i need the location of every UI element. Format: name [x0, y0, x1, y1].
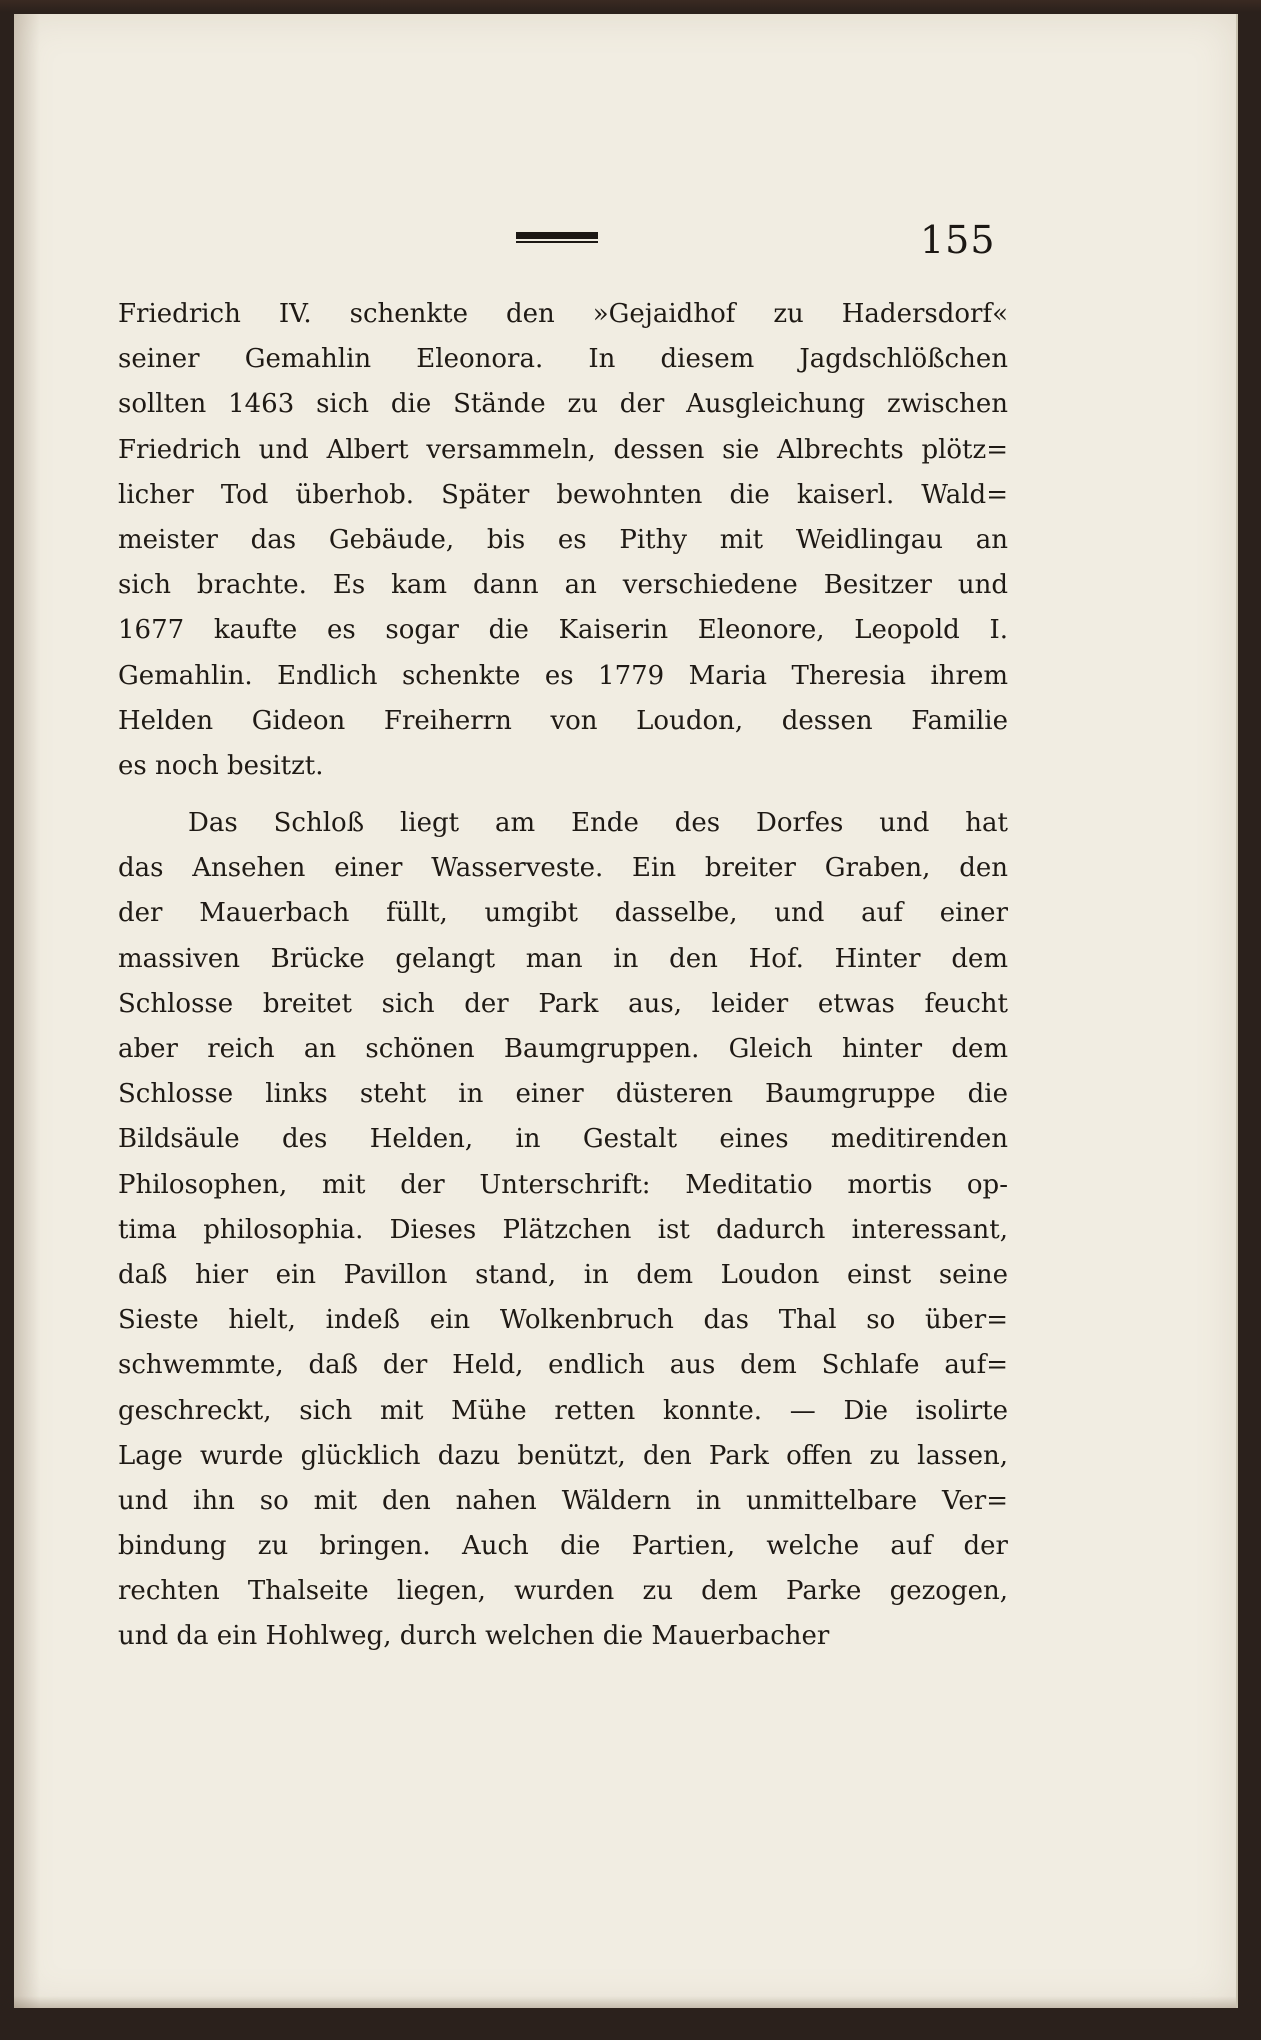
text-line: 1677 kaufte es sogar die Kaiserin Eleonore, Leopold I. [118, 615, 1008, 646]
text-line: sich brachte. Es kam dann an verschiedene Besitzer und [118, 570, 1008, 601]
text-line: tima philosophia. Dieses Plätzchen ist dadurch interessant, [118, 1214, 1008, 1245]
text-line: licher Tod überhob. Später bewohnten die kaiserl. Wald= [118, 479, 1008, 510]
text-line: Friedrich IV. schenkte den »Gejaidhof zu Hadersdorf« [118, 299, 1008, 329]
paragraph [118, 292, 1008, 789]
page-number: 155 [920, 218, 996, 262]
text-line: Schlosse links steht in einer düsteren Baumgruppe die [118, 1079, 1008, 1110]
text-line: schwemmte, daß der Held, endlich aus dem Schlafe auf= [118, 1350, 1008, 1381]
text-line: und ihn so mit den nahen Wäldern in unmittelbare Ver= [118, 1485, 1008, 1516]
text-line: das Ansehen einer Wasserveste. Ein breiter Graben, den [118, 853, 1008, 884]
text-line: sollten 1463 sich die Stände zu der Ausgleichung zwischen [118, 389, 1008, 420]
text-line: Sieste hielt, indeß ein Wolkenbruch das Thal so über= [118, 1305, 1008, 1336]
text-line: aber reich an schönen Baumgruppen. Gleich hinter dem [118, 1034, 1008, 1064]
text-line: Bildsäule des Helden, in Gestalt eines meditirenden [118, 1124, 1008, 1155]
header-rule-thin [516, 241, 598, 243]
bottom-edge-shadow [14, 1996, 1236, 2008]
body-text [118, 292, 1008, 1660]
text-line: Helden Gideon Freiherrn von Loudon, dessen Familie [118, 705, 1008, 736]
header-rule-thick [516, 232, 598, 239]
text-line: es noch besitzt. [118, 750, 324, 781]
text-line: bindung zu bringen. Auch die Partien, welche auf der [118, 1531, 1008, 1562]
header-rule [516, 232, 598, 244]
gutter-shadow [14, 14, 40, 2008]
text-line: Gemahlin. Endlich schenkte es 1779 Maria Theresia ihrem [118, 660, 1008, 691]
text-line: meister das Gebäude, bis es Pithy mit Weidlingau an [118, 524, 1008, 555]
text-line: daß hier ein Pavillon stand, in dem Loudon einst seine [118, 1259, 1008, 1290]
text-line: geschreckt, sich mit Mühe retten konnte. — Die isolirte [118, 1395, 1008, 1426]
text-line: seiner Gemahlin Eleonora. In diesem Jagdschlößchen [118, 344, 1008, 375]
text-line: Schlosse breitet sich der Park aus, leider etwas feucht [118, 988, 1008, 1019]
text-line: der Mauerbach füllt, umgibt dasselbe, und auf einer [118, 898, 1008, 929]
text-line: Friedrich und Albert versammeln, dessen sie Albrechts plötz= [118, 434, 1008, 465]
text-line: und da ein Hohlweg, durch welchen die Mauerbacher [118, 1621, 830, 1652]
text-line: Lage wurde glücklich dazu benützt, den Park offen zu lassen, [118, 1440, 1008, 1471]
paragraph-gap [118, 789, 1008, 801]
text-line: Das Schloß liegt am Ende des Dorfes und hat [188, 808, 1008, 839]
paragraph [118, 801, 1008, 1660]
text-line: massiven Brücke gelangt man in den Hof. Hinter dem [118, 943, 1008, 974]
text-line: Philosophen, mit der Unterschrift: Meditatio mortis op- [118, 1169, 1008, 1200]
text-line: rechten Thalseite liegen, wurden zu dem Parke gezogen, [118, 1576, 1008, 1607]
